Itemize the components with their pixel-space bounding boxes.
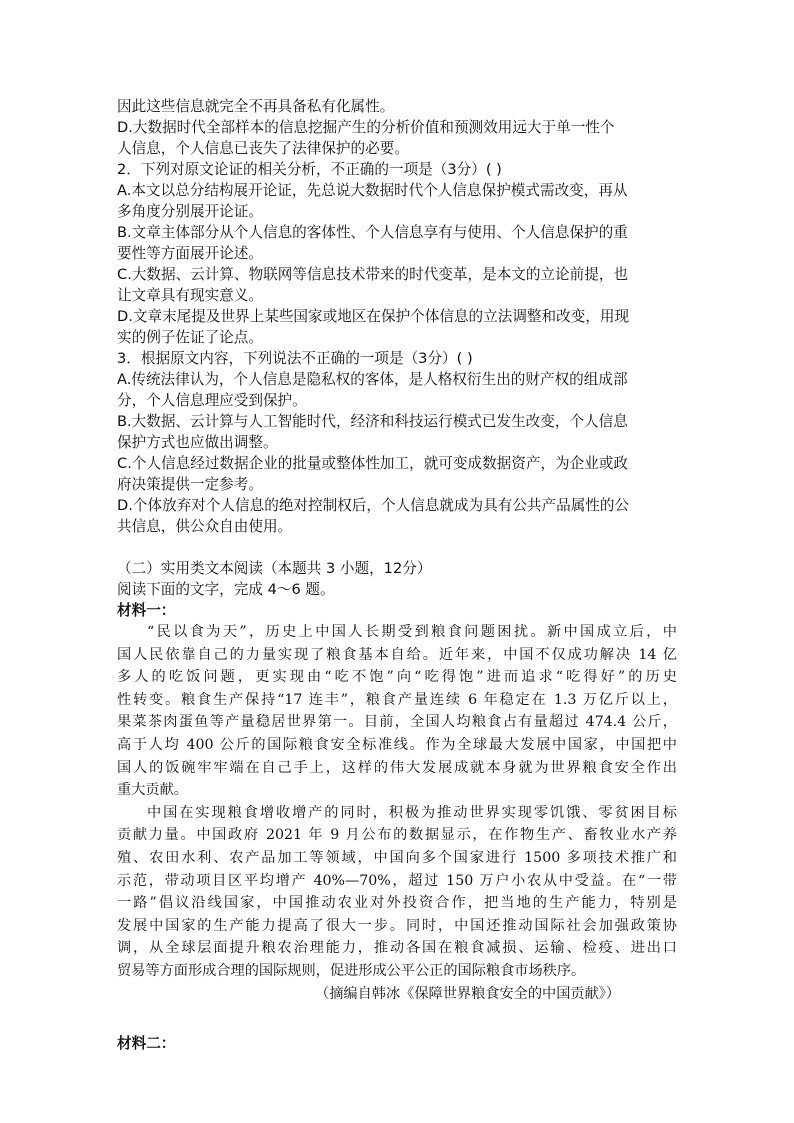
- option-a-line: A.本文以总分结构展开论证，先总说大数据时代个人信息保护模式需改变，再从: [117, 182, 628, 199]
- spacer: [117, 537, 677, 558]
- option-d-line: D.大数据时代全部样本的信息挖掘产生的分析价值和预测效用远大于单一性个: [117, 119, 615, 136]
- paragraph-line: 贸易等方面形成合理的国际规则，促进形成公平公正的国际粮食市场秩序。: [117, 962, 586, 979]
- paragraph-line: “民以食为天”，历史上中国人长期受到粮食问题困扰。新中国成立后，中: [147, 624, 677, 640]
- material-1-paragraph-1: [117, 621, 677, 802]
- paragraph-line: 一路”倡议沿线国家，中国推动农业对外投资合作，把当地的生产能力，特别是: [117, 895, 677, 912]
- paragraph-line: 国人的饭碗牢牢端在自己手上，这样的伟大发展成就本身就为世界粮食安全作出: [117, 759, 677, 776]
- text-line: 实的例子佐证了论点。: [117, 329, 263, 346]
- paragraph-line: 重大贡献。: [117, 782, 188, 799]
- text-line: 要性等方面展开论述。: [117, 245, 263, 262]
- text-line: 因此这些信息就完全不再具备私有化属性。: [117, 98, 395, 115]
- option-d-line: D.文章末尾提及世界上某些国家或地区在保护个体信息的立法调整和改变，用现: [117, 308, 630, 325]
- paragraph-line: 性转变。粮食生产保持“17 连丰”，粮食产量连续 6 年稳定在 1.3 万亿斤以上，: [117, 691, 677, 708]
- text-line: 多角度分别展开论证。: [117, 203, 263, 220]
- material-1-paragraph-2: [117, 802, 677, 983]
- option-c-line: C.大数据、云计算、物联网等信息技术带来的时代变革，是本文的立论前提，也: [117, 266, 629, 283]
- question-section-part1: [117, 96, 677, 537]
- text-line: 府决策提供一定参考。: [117, 476, 263, 493]
- paragraph-line: 调，从全球层面提升粮农治理能力，推动各国在粮食减损、运输、检疫、进出口: [117, 940, 677, 957]
- text-line: 共信息，供公众自由使用。: [117, 518, 293, 535]
- material-2-label: 材料二：: [117, 1035, 176, 1053]
- paragraph-line: 示范，带动项目区平均增产 40%—70%，超过 150 万户小农从中受益。在“一带: [117, 872, 677, 889]
- option-c-line: C.个人信息经过数据企业的批量或整体性加工，就可变成数据资产，为企业或政: [117, 455, 629, 472]
- source-citation: （摘编自韩冰《保障世界粮食安全的中国贡献》）: [315, 985, 621, 1002]
- text-line: 让文章具有现实意义。: [117, 287, 263, 304]
- spacer: [117, 1005, 677, 1033]
- option-b-line: B.文章主体部分从个人信息的客体性、个人信息享有与使用、个人信息保护的重: [117, 224, 628, 241]
- text-line: 人信息，个人信息已丧失了法律保护的必要。: [117, 140, 409, 157]
- paragraph-line: 殖、农田水利、农产品加工等领域，中国向多个国家进行 1500 多项技术推广和: [117, 849, 677, 866]
- question-2-stem: 2．下列对原文论证的相关分析，不正确的一项是（3分）( ): [117, 161, 502, 178]
- question-3-stem: 3．根据原文内容，下列说法不正确的一项是（3分）( ): [117, 350, 473, 367]
- option-d-line: D.个体放弃对个人信息的绝对控制权后，个人信息就成为具有公共产品属性的公: [117, 497, 630, 514]
- paragraph-line: 国人民依靠自己的力量实现了粮食基本自给。近年来，中国不仅成功解决 14 亿: [117, 646, 677, 663]
- material-1-label: 材料一：: [117, 602, 176, 619]
- paragraph-line: 贡献力量。中国政府 2021 年 9 月公布的数据显示，在作物生产、畜牧业水产养: [117, 827, 677, 844]
- text-line: 分，个人信息理应受到保护。: [117, 392, 307, 409]
- text-line: 保护方式也应做出调整。: [117, 434, 278, 451]
- paragraph-line: 多人的吃饭问题，更实现由“吃不饱”向“吃得饱”进而追求“吃得好”的历史: [117, 669, 677, 686]
- option-b-line: B.大数据、云计算与人工智能时代，经济和科技运行模式已发生改变，个人信息: [117, 413, 628, 430]
- practical-reading-section: [117, 558, 677, 1054]
- paragraph-line: 中国在实现粮食增收增产的同时，积极为推动世界实现零饥饿、零贫困目标: [147, 804, 677, 821]
- document-content: [117, 96, 677, 1054]
- paragraph-line: 果菜茶肉蛋鱼等产量稳居世界第一。目前，全国人均粮食占有量超过 474.4 公斤，: [117, 714, 677, 731]
- section-title: （二）实用类文本阅读（本题共 3 小题，12分）: [117, 560, 432, 577]
- paragraph-line: 发展中国家的生产能力提高了很大一步。同时，中国还推动国际社会加强政策协: [117, 917, 677, 934]
- section-instruction: 阅读下面的文字，完成 4～6 题。: [117, 581, 335, 598]
- paragraph-line: 高于人均 400 公斤的国际粮食安全标准线。作为全球最大发展中国家，中国把中: [117, 736, 677, 753]
- option-a-line: A.传统法律认为，个人信息是隐私权的客体，是人格权衍生出的财产权的组成部: [117, 371, 628, 388]
